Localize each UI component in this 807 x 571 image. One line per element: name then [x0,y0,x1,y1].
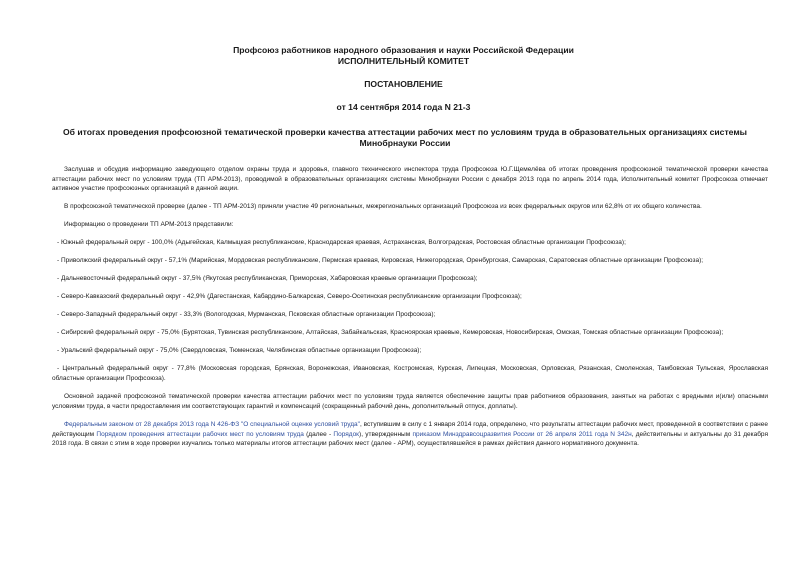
list-item-far-east: - Дальневосточный федеральный округ - 37,5% (Якутская республиканская, Приморская, Хабаровская краевые организации Профсоюза); [57,275,478,283]
paragraph-law-text-4: , действительны и актуальны до 31 декабря 2018 года. В связи с этим в ходе проверки изучались только материалы итогов аттестации рабочих мест (далее - АРМ), осуществлявшейся в рамках действия данного нормативного документа. [52,430,768,448]
paragraph-law [52,420,768,449]
paragraph-intro: Заслушав и обсудив информацию заведующего отделом охраны труда и здоровья, главного технического инспектора труда Профсоюза Ю.Г.Щемелёва об итогах проведения профсоюзной тематической проверки качества аттестации рабочих мест по условиям труда (ТП АРМ-2013), проводимой в образовательных организациях системы Минобрнауки России с декабря 2013 года по апрель 2014 года, Исполнительный комитет Профсоюза отмечает активное участие профсоюзных организаций в данной акции. [52,166,768,193]
ministry-order-link[interactable]: приказом Минздравсоцразвития России от 26 апреля 2011 года N 342н [412,430,632,438]
paragraph-law-text-1: , вступившим в силу с 1 января 2014 года, определено, что результаты аттестации рабочих мест, проведенной в соответствии с ранее действующим [52,420,769,438]
document-body [52,165,768,457]
paragraph-list-intro: Информацию о проведении ТП АРМ-2013 представили: [64,221,234,229]
list-item-south: - Южный федеральный округ - 100,0% (Адыгейская, Калмыцкая республиканские, Краснодарская краевая, Астраханская, Волгоградская, Ростовская областные организации Профсоюза); [57,239,626,247]
list-item-central: - Центральный федеральный округ - 77,8% (Московская городская, Брянская, Воронежская, Ивановская, Костромская, Курская, Липецкая, Московская, Орловская, Рязанская, Смоленская, Тамбовская Тульская, Ярославская областные организации Профсоюза). [52,365,768,383]
paragraph-main-task: Основной задачей профсоюзной тематической проверки качества аттестации рабочих мест по условиям труда является обеспечение защиты прав работников образования, занятых на работах с вредными и(или) опасными условиями труда, в части предоставления им соответствующих гарантий и компенсаций (сокращенный рабочий день, дополнительный отпуск, доплаты). [52,393,768,410]
organization-name: Профсоюз работников народного образования и науки Российской Федерации [233,45,574,55]
list-item-volga: - Приволжский федеральный округ - 57,1% (Марийская, Мордовская республиканские, Пермская краевая, Кировская, Нижегородская, Оренбургская, Самарская, Саратовская областные организации Профсоюза); [57,257,704,265]
paragraph-law-text-2: (далее - [303,430,334,438]
list-item-siberia: - Сибирский федеральный округ - 75,0% (Бурятская, Тувинская республиканские, Алтайская, Забайкальская, Красноярская краевые, Кемеровская, Новосибирская, Омская, Томская областные организации Профсоюза); [57,329,724,337]
list-item-north-caucasus: - Северо-Кавказский федеральный округ - 42,9% (Дагестанская, Кабардино-Балкарская, Северо-Осетинская республиканские организации Профсоюза); [57,293,522,301]
federal-law-link[interactable]: Федеральным законом от 28 декабря 2013 года N 426-ФЗ "О специальной оценке условий труда" [64,420,360,428]
paragraph-participation: В профсоюзной тематической проверке (далее - ТП АРМ-2013) приняли участие 49 региональных, межрегиональных организаций Профсоюза из всех федеральных округов или 62,8% от их общего количества. [64,203,702,211]
paragraph-law-text-3: ), утвержденным [359,430,413,438]
procedure-link[interactable]: Порядок [333,430,360,438]
document-date: от 14 сентября 2014 года N 21-3 [336,102,471,112]
list-item-northwest: - Северо-Западный федеральный округ - 33,3% (Вологодская, Мурманская, Псковская областные организации Профсоюза); [57,311,436,319]
document-title: Об итогах проведения профсоюзной тематической проверки качества аттестации рабочих мест по условиям труда в образовательных организациях системы Минобрнауки России [62,127,748,148]
committee-name: ИСПОЛНИТЕЛЬНЫЙ КОМИТЕТ [337,56,470,66]
procedure-full-link[interactable]: Порядком проведения аттестации рабочих мест по условиям труда [96,430,304,438]
document-type: ПОСТАНОВЛЕНИЕ [364,79,443,89]
list-item-ural: - Уральский федеральный округ - 75,0% (Свердловская, Тюменская, Челябинская областные организации Профсоюза); [57,347,422,355]
